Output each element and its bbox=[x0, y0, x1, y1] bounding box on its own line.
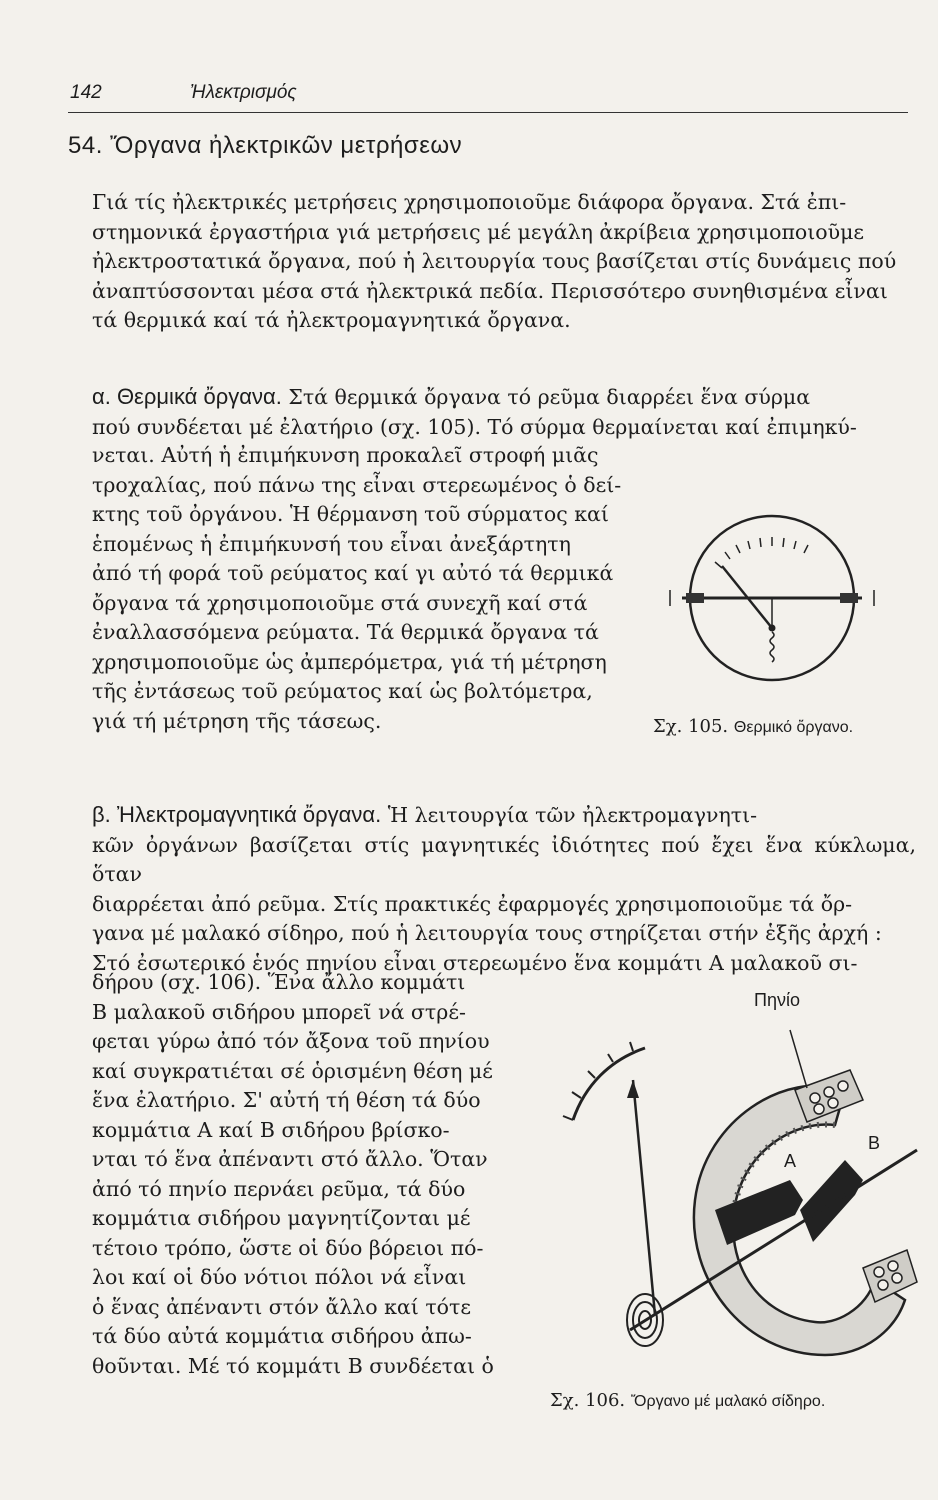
figure-106-caption bbox=[550, 1390, 825, 1411]
text-line: τά θερμικά καί τά ἠλεκτρομαγνητικά ὄργανα. bbox=[92, 308, 571, 332]
thermal-meter-figure bbox=[670, 510, 880, 710]
electromagnetic-paragraph-narrow bbox=[92, 968, 517, 1381]
text-line: φεται γύρω ἀπό τόν ἄξονα τοῦ πηνίου bbox=[92, 1029, 490, 1053]
text-line: γιά τή μέτρηση τῆς τάσεως. bbox=[92, 708, 382, 733]
pointer-needle bbox=[633, 1080, 655, 1315]
text-line: λοι καί οἱ δύο νότιοι πόλοι νά εἶναι bbox=[92, 1265, 467, 1289]
thermal-paragraph-full bbox=[92, 382, 908, 442]
meter-terminal-left bbox=[686, 593, 704, 603]
text-line: κομμάτια Α καί Β σιδήρου βρίσκο- bbox=[92, 1117, 450, 1142]
text-line: κομμάτια σιδήρου μαγνητίζονται μέ bbox=[92, 1206, 471, 1230]
text-line: γανα μέ μαλακό σίδηρο, πού ἡ λειτουργία τους στηρίζεται στήν ἑξῆς ἀρχή : bbox=[92, 921, 882, 945]
text-line: Β μαλακοῦ σιδήρου μπορεῖ νά στρέ- bbox=[92, 999, 466, 1024]
electromagnetic-paragraph-full bbox=[92, 800, 916, 978]
text-line: ἀναπτύσσονται μέσα στά ἠλεκτρικά πεδία. Περισσότερο συνηθισμένα εἶναι bbox=[92, 278, 888, 303]
figure-105-number: Σχ. 105. bbox=[653, 716, 729, 737]
section-title: 54. Ὄργανα ἠλεκτρικῶν μετρήσεων bbox=[68, 132, 463, 159]
text-line: Στό ἐσωτερικό ἑνός πηνίου εἶναι στερεωμένο ἕνα κομμάτι Α μαλακοῦ σι- bbox=[92, 950, 858, 975]
text-line: πού συνδέεται μέ ἐλατήριο (σχ. 105). Τό σύρμα θερμαίνεται καί ἐπιμηκύ- bbox=[92, 414, 857, 439]
thermal-first-line bbox=[92, 382, 908, 413]
figure-106-text: Ὄργανο μέ μαλακό σίδηρο. bbox=[630, 1393, 826, 1410]
text-line: Ἡ λειτουργία τῶν ἠλεκτρομαγνητι- bbox=[387, 803, 758, 827]
intro-paragraph bbox=[92, 188, 908, 336]
text-line: νεται. Αὐτή ἡ ἐπιμήκυνση προκαλεῖ στροφή μιᾶς bbox=[92, 443, 599, 467]
iron-piece-b bbox=[800, 1160, 863, 1242]
text-line: καί συγκρατιέται σέ ὁρισμένη θέση μέ bbox=[92, 1058, 493, 1083]
piece-a-label: Α bbox=[784, 1151, 797, 1171]
figure-105-caption bbox=[653, 716, 853, 737]
text-line: νται τό ἕνα ἀπέναντι στό ἄλλο. Ὅταν bbox=[92, 1147, 488, 1171]
text-line: ἕνα ἐλατήριο. Σ' αὐτή τή θέση τά δύο bbox=[92, 1088, 481, 1112]
text-line: τροχαλίας, πού πάνω της εἶναι στερεωμένος ὁ δεί- bbox=[92, 472, 622, 497]
text-line: κτης τοῦ ὀργάνου. Ἡ θέρμανση τοῦ σύρματος καί bbox=[92, 502, 609, 526]
running-title: Ἠλεκτρισμός bbox=[190, 82, 297, 103]
text-line: ὄργανα τά χρησιμοποιοῦμε στά συνεχῆ καί στά bbox=[92, 590, 588, 615]
text-line: τά δύο αὐτά κομμάτια σιδήρου ἀπω- bbox=[92, 1324, 472, 1348]
meter-terminal-right bbox=[840, 593, 858, 603]
thermal-heading: α. Θερμικά ὄργανα. bbox=[92, 384, 282, 409]
text-line: τέτοιο τρόπο, ὥστε οἱ δύο βόρειοι πό- bbox=[92, 1235, 484, 1260]
piece-b-label: Β bbox=[868, 1133, 881, 1153]
text-line: ἑπομένως ἡ ἐπιμήκυνσή του εἶναι ἀνεξάρτητη bbox=[92, 531, 571, 556]
text-line: διαρρέεται ἀπό ρεῦμα. Στίς πρακτικές ἐφαρμογές χρησιμοποιοῦμε τά ὄρ- bbox=[92, 891, 853, 916]
figure-105-text: Θερμικό ὄργανο. bbox=[733, 719, 854, 736]
electromagnetic-heading: β. Ἠλεκτρομαγνητικά ὄργανα. bbox=[92, 802, 382, 827]
meter-spring bbox=[770, 632, 774, 662]
soft-iron-instrument-figure bbox=[545, 1010, 925, 1390]
text-line: ἐναλλασσόμενα ρεύματα. Τά θερμικά ὄργανα τά bbox=[92, 620, 599, 644]
text-line: ἀπό τό πηνίο περνάει ρεῦμα, τά δύο bbox=[92, 1176, 466, 1201]
text-line: θοῦνται. Μέ τό κομμάτι Β συνδέεται ὁ bbox=[92, 1353, 494, 1378]
text-line: ἠλεκτροστατικά ὄργανα, πού ἡ λειτουργία τους βασίζεται στίς δυνάμεις πού bbox=[92, 249, 897, 273]
text-line: τῆς ἐντάσεως τοῦ ρεύματος καί ὡς βολτόμετρα, bbox=[92, 679, 593, 703]
text-line: δήρου (σχ. 106). Ἕνα ἄλλο κομμάτι bbox=[92, 970, 466, 994]
scale-ticks bbox=[563, 1042, 633, 1120]
text-line: κῶν ὀργάνων βασίζεται στίς μαγνητικές ἰδιότητες πού ἔχει ἕνα κύκλωμα, ὅταν bbox=[92, 832, 916, 886]
text-line: Στά θερμικά ὄργανα τό ρεῦμα διαρρέει ἕνα σύρμα bbox=[288, 385, 811, 409]
text-line: ὁ ἕνας ἀπέναντι στόν ἄλλο καί τότε bbox=[92, 1294, 471, 1319]
text-line: ἀπό τή φορά τοῦ ρεύματος καί γι αὐτό τά θερμικά bbox=[92, 561, 614, 585]
coil-label: Πηνίο bbox=[754, 990, 801, 1010]
page-number: 142 bbox=[70, 82, 102, 103]
thermal-paragraph-narrow bbox=[92, 441, 632, 736]
figure-106-number: Σχ. 106. bbox=[550, 1390, 626, 1411]
electromagnetic-first-line bbox=[92, 800, 916, 831]
coil-label-leader bbox=[790, 1030, 807, 1088]
text-line: Γιά τίς ἠλεκτρικές μετρήσεις χρησιμοποιοῦμε διάφορα ὄργανα. Στά ἐπι- bbox=[92, 190, 847, 214]
page-header bbox=[68, 80, 908, 113]
text-line: χρησιμοποιοῦμε ὡς ἀμπερόμετρα, γιά τή μέτρηση bbox=[92, 649, 607, 674]
meter-scale-ticks bbox=[715, 537, 808, 568]
text-line: στημονικά ἐργαστήρια γιά μετρήσεις μέ μεγάλη ἀκρίβεια χρησιμοποιοῦμε bbox=[92, 219, 865, 244]
